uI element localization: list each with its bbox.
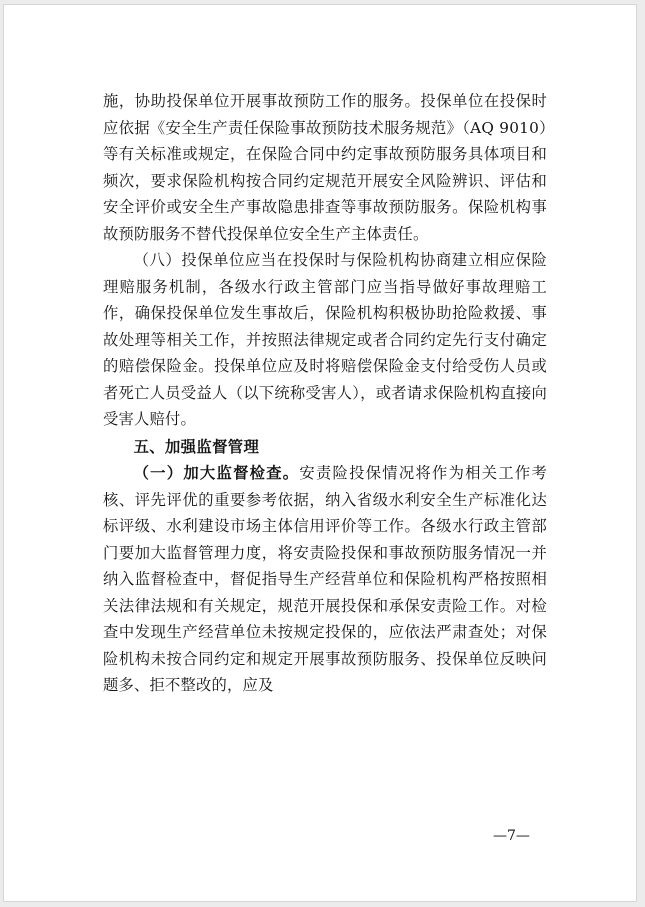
paragraph-body-text: 安责险投保情况将作为相关工作考核、评先评优的重要参考依据，纳入省级水利安全生产标准化达标评级、水利建设市场主体信用评价等工作。各级水行政主管部门要加大监督管理力度，将安责险投保和事故预防服务情况一并纳入监督检查中，督促指导生产经营单位和保险机构严格按照相关法律法规和有关规定，规范开展投保和承保安责险工作。对检查中发现生产经营单位未按规定投保的，应依法严肃查处；对保险机构未按合同约定和规定开展事故预防服务、投保单位反映问题多、拒不整改的，应及 [103, 464, 547, 694]
section-heading: 五、加强监督管理 [133, 437, 260, 456]
page-number: —7— [493, 828, 530, 844]
paragraph-item-one [103, 460, 547, 699]
paragraph-lead-title: （一）加大监督检查。 [133, 464, 300, 482]
document-body [103, 88, 547, 699]
paragraph-continued: 施，协助投保单位开展事故预防工作的服务。投保单位在投保时应依据《安全生产责任保险事故预防技术服务规范》（AQ 9010）等有关标准或规定，在保险合同中约定事故预防服务具体项目和频次，要求保险机构按合同约定规范开展安全风险辨识、评估和安全评价或安全生产事故隐患排查等事故预防服务。保险机构事故预防服务不替代投保单位安全生产主体责任。 [103, 92, 547, 243]
paragraph-item-eight: （八）投保单位应当在投保时与保险机构协商建立相应保险理赔服务机制，各级水行政主管部门应当指导做好事故理赔工作，确保投保单位发生事故后，保险机构积极协助抢险救援、事故处理等相关工作，并按照法律规定或者合同约定先行支付确定的赔偿保险金。投保单位应及时将赔偿保险金支付给受伤人员或者死亡人员受益人（以下统称受害人），或者请求保险机构直接向受害人赔付。 [103, 251, 547, 428]
document-page [3, 4, 637, 902]
